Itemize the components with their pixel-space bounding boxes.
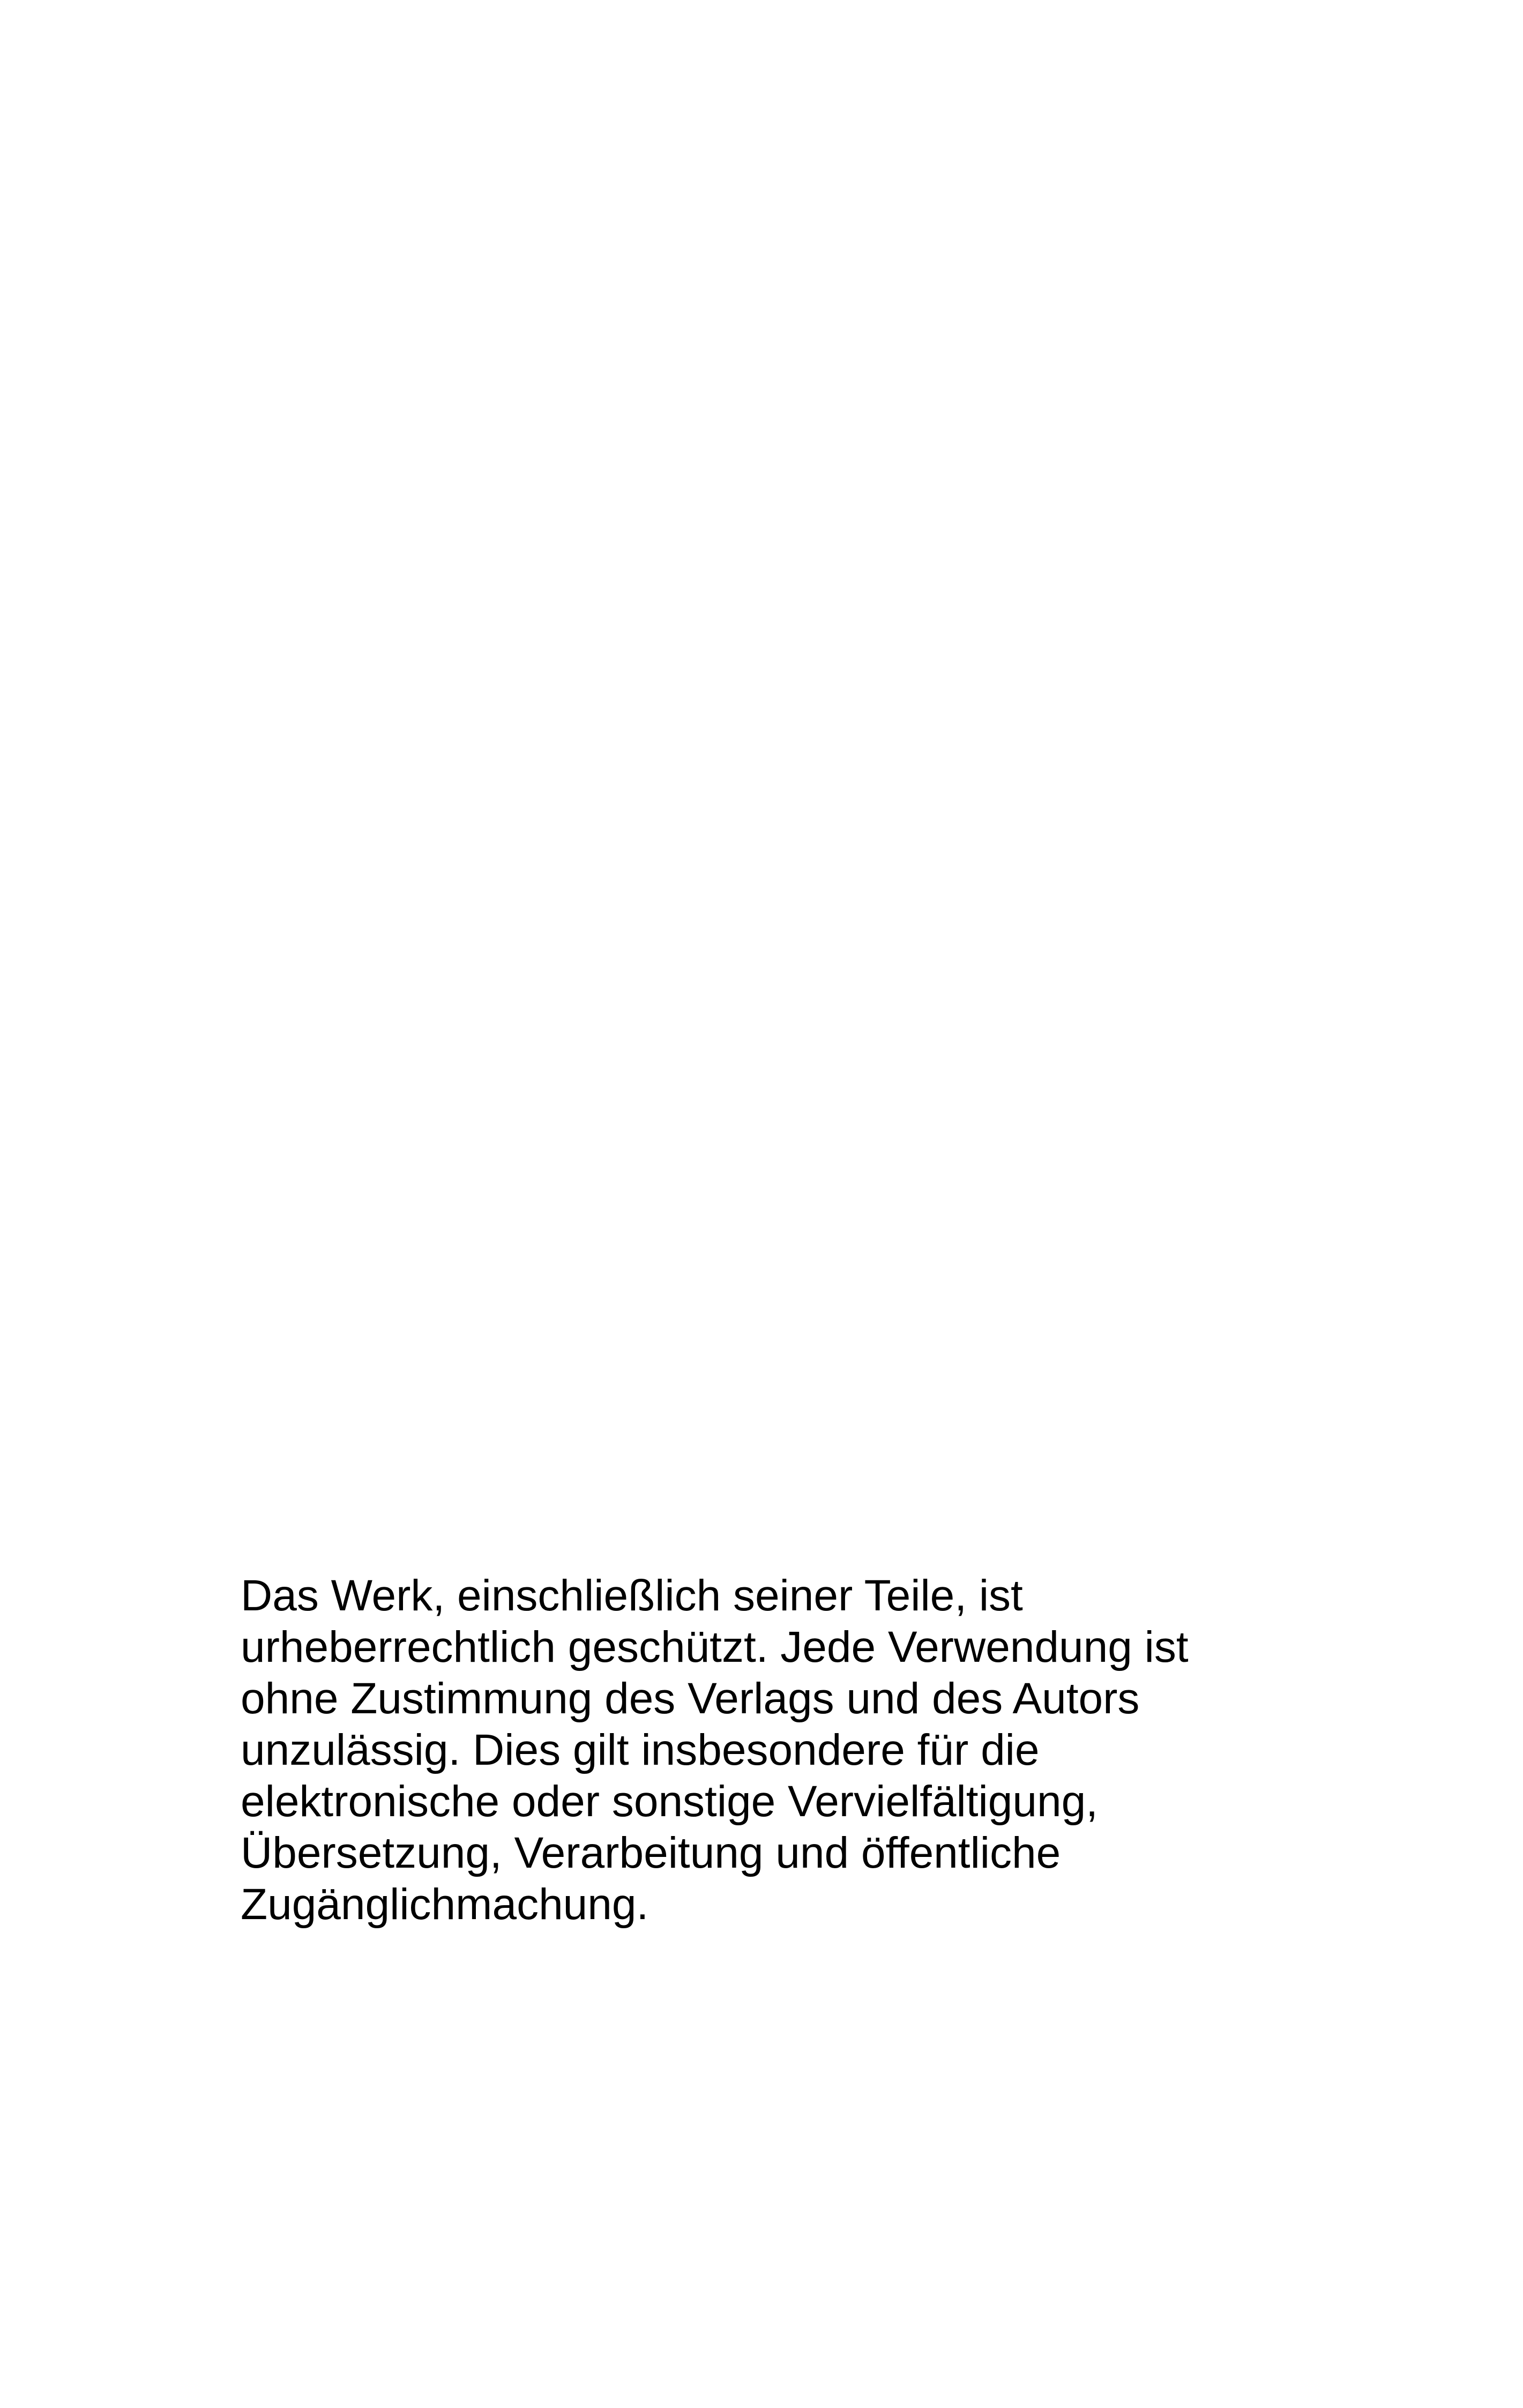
notice-line: unzulässig. Dies gilt insbesondere für die	[241, 1726, 1040, 1774]
notice-line: Das Werk, einschließlich seiner Teile, ist	[241, 1571, 1023, 1620]
notice-line: Zugänglichmachung.	[241, 1880, 649, 1929]
notice-line: Übersetzung, Verarbeitung und öffentliche	[241, 1829, 1061, 1877]
notice-line: elektronische oder sonstige Vervielfältigung,	[241, 1777, 1098, 1826]
notice-line: ohne Zustimmung des Verlags und des Autors	[241, 1674, 1140, 1723]
copyright-notice	[241, 1570, 1473, 1930]
notice-line: urheberrechtlich geschützt. Jede Verwendung ist	[241, 1623, 1189, 1671]
